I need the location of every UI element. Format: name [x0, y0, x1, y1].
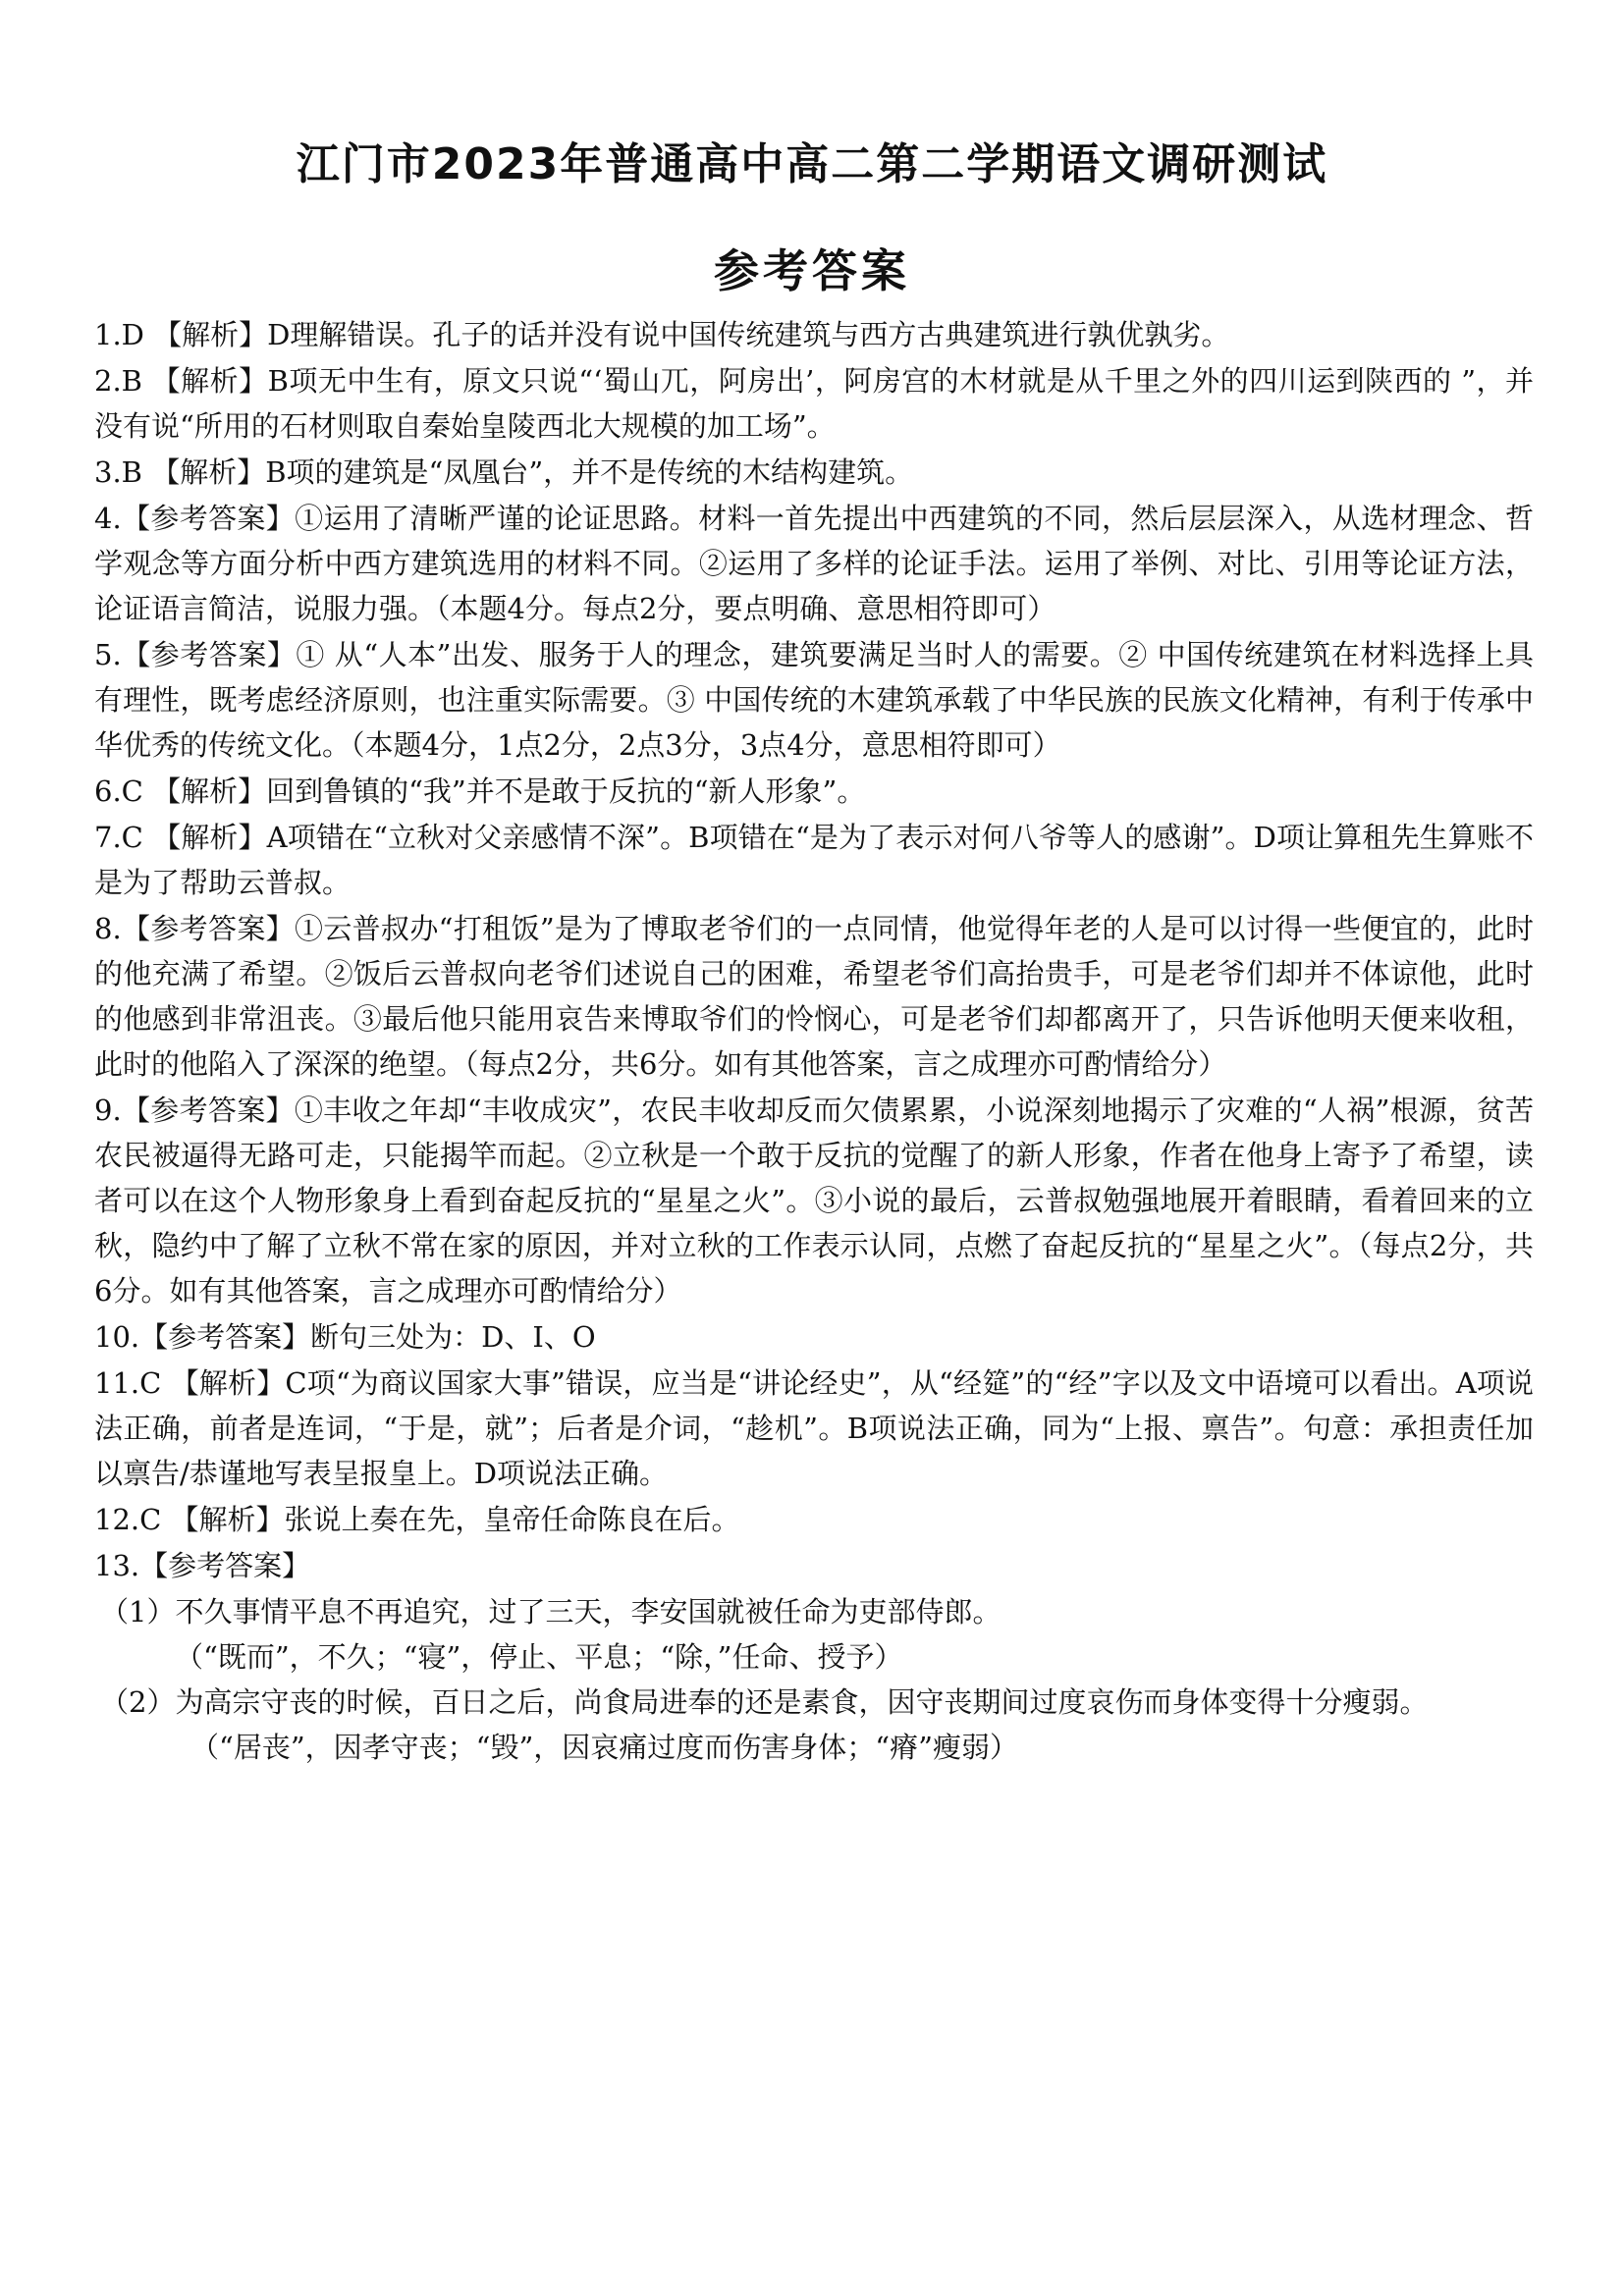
answer-6: 6.C 【解析】回到鲁镇的“我”并不是敢于反抗的“新人形象”。 — [94, 774, 866, 808]
answer-1: 1.D 【解析】D理解错误。孔子的话并没有说中国传统建筑与西方古典建筑进行孰优孰劣。 — [94, 318, 1230, 351]
answers-section — [94, 312, 1534, 1770]
answer-3: 3.B 【解析】B项的建筑是“凤凰台”，并不是传统的木结构建筑。 — [94, 455, 914, 489]
document-subtitle: 参考答案 — [714, 244, 910, 297]
answer-10: 10.【参考答案】断句三处为：D、I、O — [94, 1320, 596, 1354]
answer-9: 9.【参考答案】①丰收之年却“丰收成灾”，农民丰收却反而欠债累累，小说深刻地揭示了灾难的“人祸”根源，贫苦农民被逼得无路可走，只能揭竿而起。②立秋是一个敢于反抗的觉醒了的新人形象，作者在他身上寄予了希望，读者可以在这个人物形象身上看到奋起反抗的“星星之火”。③小说的最后，云普叔勉强地展开着眼睛，看着回来的立秋，隐约中了解了立秋不常在家的原因，并对立秋的工作表示认同，点燃了奋起反抗的“星星之火”。（每点2分，共6分。如有其他答案，言之成理亦可酌情给分） — [94, 1094, 1534, 1308]
answer-11: 11.C 【解析】C项“为商议国家大事”错误，应当是“讲论经史”，从“经筵”的“经”字以及文中语境可以看出。A项说法正确，前者是连词，“于是，就”；后者是介词，“趁机”。B项说法正确，同为“上报、禀告”。句意：承担责任加以禀告/恭谨地写表呈报皇上。D项说法正确。 — [94, 1366, 1534, 1490]
answer-4: 4.【参考答案】①运用了清晰严谨的论证思路。材料一首先提出中西建筑的不同，然后层层深入，从选材理念、哲学观念等方面分析中西方建筑选用的材料不同。②运用了多样的论证手法。运用了举例、对比、引用等论证方法，论证语言简洁，说服力强。（本题4分。每点2分，要点明确、意思相符即可） — [94, 502, 1534, 625]
answer-12: 12.C 【解析】张说上奏在先，皇帝任命陈良在后。 — [94, 1503, 740, 1536]
document-title: 江门市2023年普通高中高二第二学期语文调研测试 — [296, 139, 1328, 189]
answer-5: 5.【参考答案】① 从“人本”出发、服务于人的理念，建筑要满足当时人的需要。② 中国传统建筑在材料选择上具有理性，既考虑经济原则，也注重实际需要。③ 中国传统的木建筑承载了中华民族的民族文化精神，有利于传承中华优秀的传统文化。（本题4分，1点2分，2点3分，3点4分，意思相符即可） — [94, 638, 1534, 762]
answer-13-heading: 13.【参考答案】 — [94, 1549, 311, 1582]
answer-13-part-1: （1）不久事情平息不再追究，过了三天，李安国就被任命为吏部侍郎。 — [100, 1595, 1001, 1629]
answer-13-part-2: （2）为高宗守丧的时候，百日之后，尚食局进奉的还是素食，因守丧期间过度哀伤而身体变得十分瘦弱。 — [100, 1685, 1429, 1719]
answer-13-note-2: （“居丧”，因孝守丧；“毁”，因哀痛过度而伤害身体；“瘠”瘦弱） — [190, 1731, 1018, 1764]
answer-13-note-1: （“既而”，不久；“寝”，停止、平息；“除，”任命、授予） — [175, 1640, 903, 1674]
answer-8: 8.【参考答案】①云普叔办“打租饭”是为了博取老爷们的一点同情，他觉得年老的人是可以讨得一些便宜的，此时的他充满了希望。②饭后云普叔向老爷们述说自己的困难，希望老爷们高抬贵手，可是老爷们却并不体谅他，此时的他感到非常沮丧。③最后他只能用哀告来博取爷们的怜悯心，可是老爷们却都离开了，只告诉他明天便来收租，此时的他陷入了深深的绝望。（每点2分，共6分。如有其他答案，言之成理亦可酌情给分） — [94, 912, 1534, 1081]
answer-7: 7.C 【解析】A项错在“立秋对父亲感情不深”。B项错在“是为了表示对何八爷等人的感谢”。D项让算租先生算账不是为了帮助云普叔。 — [94, 821, 1534, 899]
answer-2: 2.B 【解析】B项无中生有，原文只说“‘蜀山兀，阿房出’，阿房宫的木材就是从千里之外的四川运到陕西的 ”，并没有说“所用的石材则取自秦始皇陵西北大规模的加工场”。 — [94, 364, 1534, 443]
